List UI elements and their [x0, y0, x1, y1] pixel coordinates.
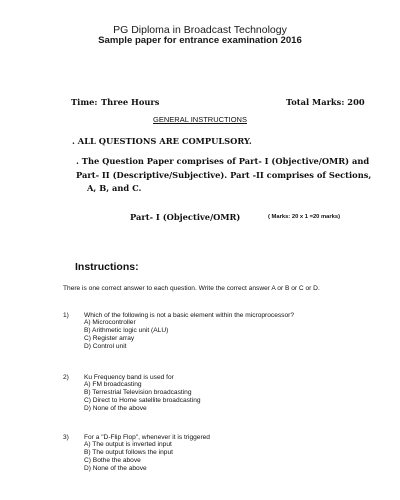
general-instructions-heading: GENERAL INSTRUCTIONS: [153, 115, 247, 124]
question-option: A) The output is inverted input: [84, 441, 172, 448]
instruction-item-2-line-1: . The Question Paper comprises of Part- I (Objective/OMR) and: [76, 156, 370, 166]
instructions-text: There is one correct answer to each question. Write the correct answer A or B or C or D.: [63, 285, 320, 292]
part-1-title: Part- I (Objective/OMR): [130, 212, 241, 222]
question-number: 3): [63, 434, 69, 441]
question-option: D) Control unit: [84, 343, 127, 350]
question-option: C) Bothe the above: [84, 457, 141, 464]
instructions-heading: Instructions:: [75, 261, 139, 273]
document-subtitle: Sample paper for entrance examination 2016: [98, 35, 302, 46]
question-option: D) None of the above: [84, 405, 147, 412]
instruction-item-2-line-2: Part- II (Descriptive/Subjective). Part -II comprises of Sections,: [76, 170, 372, 180]
question-text: For a "D-Flip Flop", whenever it is triggered: [84, 434, 210, 441]
total-marks: Total Marks: 200: [286, 97, 365, 107]
question-text: Which of the following is not a basic element within the microprocessor?: [84, 312, 294, 319]
question-option: C) Register array: [84, 335, 135, 342]
question-option: B) The output follows the input: [84, 449, 173, 456]
question-option: D) None of the above: [84, 465, 147, 472]
question-number: 2): [63, 374, 69, 381]
question-option: B) Terrestrial Television broadcasting: [84, 389, 192, 396]
instruction-item-2-line-3: A, B, and C.: [87, 183, 142, 193]
time-value: Three Hours: [101, 97, 160, 107]
part-1-marks-note: ( Marks: 20 x 1 =20 marks): [268, 214, 341, 220]
question-number: 1): [63, 312, 69, 319]
question-option: C) Direct to Home satellite broadcasting: [84, 397, 201, 404]
question-option: A) FM broadcasting: [84, 381, 142, 388]
question-option: A) Microcontroller: [84, 319, 136, 326]
question-text: Ku Frequency band is used for: [84, 374, 174, 381]
question-option: B) Arithmetic logic unit (ALU): [84, 327, 169, 334]
document-title: PG Diploma in Broadcast Technology: [113, 24, 287, 36]
time-label: Time:: [71, 97, 98, 107]
instruction-item-1: . ALL QUESTIONS ARE COMPULSORY.: [72, 136, 252, 146]
